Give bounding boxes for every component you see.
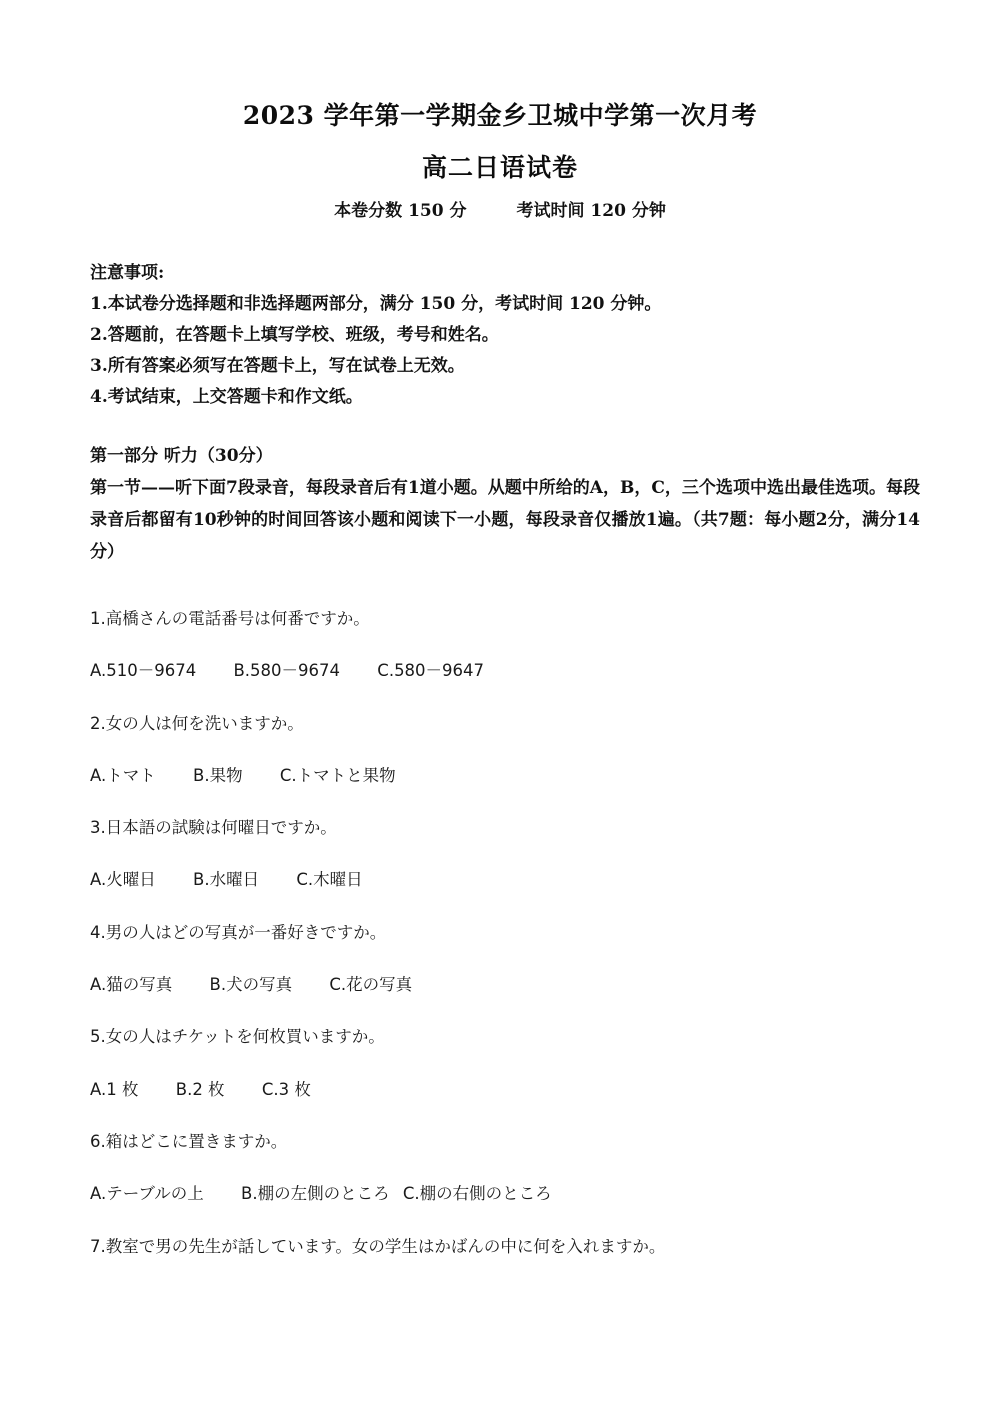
option: A.テーブルの上 <box>90 1184 204 1204</box>
option: C.3 枚 <box>261 1079 311 1099</box>
notes-block <box>90 258 920 413</box>
exam-title: 2023 学年第一学期金乡卫城中学第一次月考 <box>242 101 758 130</box>
option-row <box>90 761 920 813</box>
option: A.火曜日 <box>90 870 156 890</box>
option: A.猫の写真 <box>90 975 173 995</box>
section-heading: 第一部分 听力（30分） <box>90 446 273 466</box>
score-info: 本卷分数 150 分 <box>334 201 467 221</box>
option: C.580－9647 <box>377 661 485 681</box>
option-row <box>90 1075 920 1127</box>
time-info: 考试时间 120 分钟 <box>516 201 666 221</box>
option: C.棚の右側のところ <box>402 1184 552 1204</box>
option: A.トマト <box>90 765 156 785</box>
question-text: 1.高橋さんの電話番号は何番ですか。 <box>90 609 370 628</box>
option: A.510－9674 <box>90 661 197 681</box>
question-text: 6.箱はどこに置きますか。 <box>90 1131 288 1151</box>
exam-info <box>0 196 1000 221</box>
note-item: 1.本试卷分选择题和非选择题两部分，满分 150 分，考试时间 120 分钟。 <box>90 294 662 314</box>
note-item: 3.所有答案必须写在答题卡上，写在试卷上无效。 <box>90 356 465 376</box>
option: A.1 枚 <box>90 1079 139 1099</box>
option: B.犬の写真 <box>209 975 293 995</box>
option-row <box>90 970 920 1022</box>
option: C.花の写真 <box>329 975 413 995</box>
notes-heading: 注意事项: <box>90 263 165 283</box>
option: C.木曜日 <box>296 870 363 890</box>
question-text: 3.日本語の試験は何曜日ですか。 <box>90 818 337 838</box>
question-text: 5.女の人はチケットを何枚買いますか。 <box>90 1027 385 1047</box>
question-text: 7.教室で男の先生が話しています。女の学生はかばんの中に何を入れますか。 <box>90 1236 666 1256</box>
note-item: 2.答题前，在答题卡上填写学校、班级，考号和姓名。 <box>90 325 499 345</box>
exam-subject-title: 高二日语试卷 <box>421 153 578 182</box>
option: B.果物 <box>193 765 243 785</box>
option: B.棚の左側のところ <box>241 1184 390 1204</box>
option: B.水曜日 <box>193 870 260 890</box>
option-row <box>90 865 920 917</box>
option: B.580－9674 <box>233 661 341 681</box>
listening-section <box>90 440 920 568</box>
question-text: 4.男の人はどの写真が一番好きですか。 <box>90 922 387 942</box>
option-row <box>90 656 920 708</box>
option-row <box>90 1179 920 1231</box>
option: C.トマトと果物 <box>279 765 396 785</box>
question-text: 2.女の人は何を洗いますか。 <box>90 713 304 733</box>
option: B.2 枚 <box>175 1079 225 1099</box>
question-list <box>90 604 920 1284</box>
section-instruction: 第一节——听下面7段录音，每段录音后有1道小题。从题中所给的A，B，C，三个选项中选出最佳选项。每段录音后都留有10秒钟的时间回答该小题和阅读下一小题，每段录音仅播放1遍。（共7题：每小题2分，满分14分） <box>90 478 920 562</box>
note-item: 4.考试结束，上交答题卡和作文纸。 <box>90 387 363 407</box>
